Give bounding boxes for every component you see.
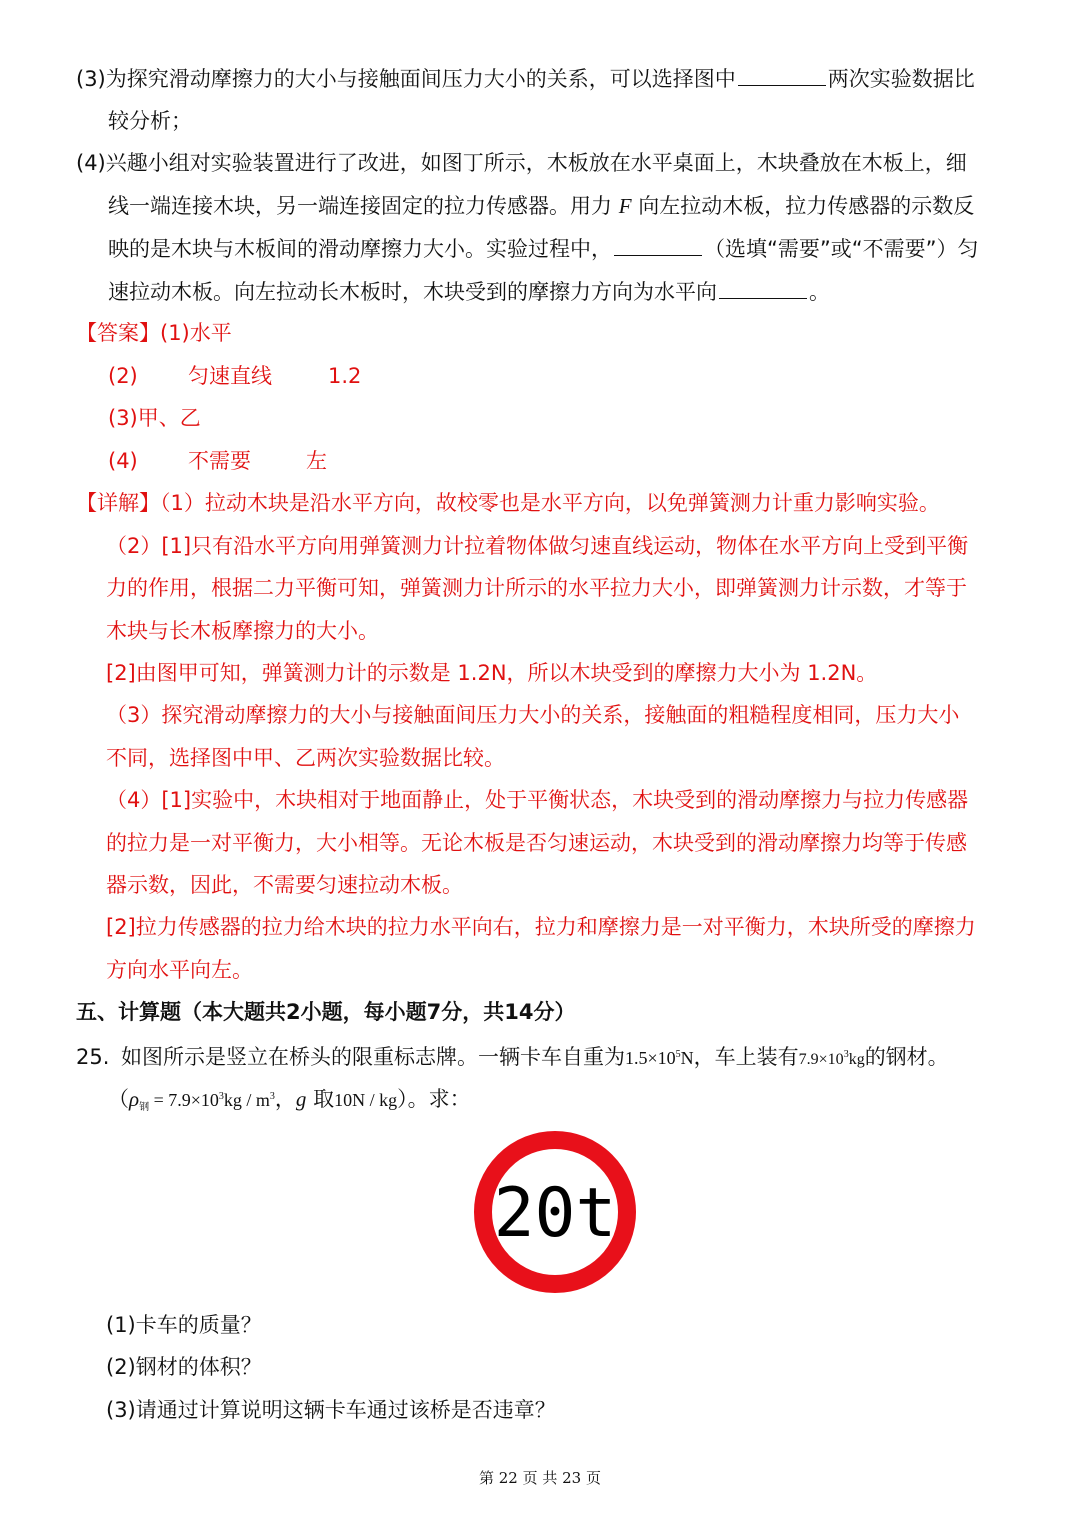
q4-blank-2 (719, 276, 807, 299)
q4-line2-a: 线一端连接木块，另一端连接固定的拉力传感器。用力 (108, 194, 612, 218)
q25-text-c: 的钢材。 (864, 1045, 949, 1069)
density-value: = 7.9×10 (149, 1090, 219, 1110)
q4-line3-a: 映的是木块与木板间的滑动摩擦力大小。实验过程中， (108, 237, 612, 261)
detail-p2-l1: （2）[1]只有沿水平方向用弹簧测力计拉着物体做匀速直线运动，物体在水平方向上受到平衡 (106, 534, 969, 558)
density-unit-exponent: 3 (269, 1091, 275, 1102)
rho-subscript: 钢 (139, 1102, 150, 1113)
detail-p4-l5: 方向水平向左。 (106, 958, 253, 982)
q25-text-a: 如图所示是竖立在桥头的限重标志牌。一辆卡车自重为 (121, 1045, 625, 1069)
detail-p3-l2: 不同，选择图中甲、乙两次实验数据比较。 (106, 746, 505, 770)
detail-p1: （1）拉动木块是沿水平方向，故校零也是水平方向，以免弹簧测力计重力影响实验。 (160, 491, 940, 515)
steel-mass-unit: kg (848, 1051, 865, 1068)
detail-p4-l4: [2]拉力传感器的拉力给木块的拉力水平向右，拉力和摩擦力是一对平衡力，木块所受的摩擦力 (106, 915, 976, 939)
detail-p4-l3: 器示数，因此，不需要匀速拉动木板。 (106, 873, 463, 897)
answer-3: (3)甲、乙 (108, 406, 201, 430)
truck-weight-mantissa: 1.5×10 (625, 1048, 676, 1068)
q3-text-a: (3)为探究滑动摩擦力的大小与接触面间压力大小的关系，可以选择图中 (76, 67, 736, 91)
q25-number: 25. (76, 1045, 110, 1069)
q25-text-b: ，车上装有 (693, 1045, 799, 1069)
g-value: 10N / kg (334, 1090, 398, 1110)
answer-line1 (76, 318, 232, 348)
detail-p2-l2: 力的作用，根据二力平衡可知，弹簧测力计所示的水平拉力大小，即弹簧测力计示数，才等于 (106, 576, 967, 600)
answer-label: 【答案】 (76, 321, 160, 345)
q4-line4-b: 。 (809, 280, 830, 304)
answer-2-num: (2) (108, 364, 138, 388)
q4-line2 (108, 191, 974, 221)
answer-2-value-2: 1.2 (328, 364, 362, 388)
answer-2-value-1: 匀速直线 (188, 364, 272, 388)
section-heading: 五、计算题（本大题共2小题，每小题7分，共14分） (76, 1000, 576, 1024)
g-text: 取 (306, 1087, 335, 1111)
g-symbol: g (295, 1087, 307, 1111)
sign-text: 20t (493, 1174, 617, 1253)
detail-p3-l1: （3）探究滑动摩擦力的大小与接触面间压力大小的关系，接触面的粗糙程度相同，压力大小 (106, 703, 960, 727)
condition-close: ）。求： (397, 1087, 471, 1111)
rho-symbol: ρ (129, 1087, 140, 1111)
force-variable: F (618, 194, 632, 218)
q4-line4-a: 速拉动木板。向左拉动长木板时，木块受到的摩擦力方向为水平向 (108, 280, 717, 304)
detail-label: 【详解】 (76, 491, 160, 515)
steel-mass-mantissa: 7.9×10 (798, 1051, 844, 1068)
answer-line2 (108, 361, 361, 391)
q25-sub-2: (2)钢材的体积？ (106, 1355, 262, 1379)
q4-line3-b: （选填“需要”或“不需要”）匀 (704, 237, 979, 261)
truck-weight-unit: N (680, 1048, 694, 1068)
steel-mass-exponent: 3 (843, 1049, 849, 1060)
detail-line1 (76, 488, 940, 518)
q25-condition (108, 1082, 471, 1123)
answer-4-num: (4) (108, 449, 138, 473)
q3-blank (738, 63, 826, 86)
q4-line2-b: 向左拉动木板，拉力传感器的示数反 (638, 194, 975, 218)
q25-line1 (76, 1040, 949, 1075)
q4-line4 (108, 276, 830, 307)
truck-weight-exponent: 5 (675, 1049, 681, 1060)
q25-sub-3: (3)请通过计算说明这辆卡车通过该桥是否违章？ (106, 1398, 556, 1422)
answer-4-value-2: 左 (306, 449, 327, 473)
q3-line2: 较分析； (108, 109, 192, 133)
q25-sub-1: (1)卡车的质量？ (106, 1313, 262, 1337)
answer-4-value-1: 不需要 (188, 449, 251, 473)
weight-limit-sign (473, 1130, 637, 1294)
q3-line1 (76, 63, 975, 94)
q4-line1: (4)兴趣小组对实验装置进行了改进，如图丁所示，木板放在水平桌面上，木块叠放在木板上，细 (76, 151, 967, 175)
detail-p2-l3: 木块与长木板摩擦力的大小。 (106, 619, 379, 643)
answer-line4 (108, 446, 327, 476)
q3-text-b: 两次实验数据比 (827, 67, 975, 91)
q4-line3 (108, 233, 979, 264)
answer-1: (1)水平 (160, 321, 232, 345)
detail-p4-l1: （4）[1]实验中，木块相对于地面静止，处于平衡状态，木块受到的滑动摩擦力与拉力传感器 (106, 788, 969, 812)
detail-p4-l2: 的拉力是一对平衡力，大小相等。无论木板是否匀速运动，木块受到的滑动摩擦力均等于传感 (106, 831, 967, 855)
page-footer: 第 22 页 共 23 页 (478, 1469, 601, 1487)
detail-p2-l4: [2]由图甲可知，弹簧测力计的示数是 1.2N，所以木块受到的摩擦力大小为 1.2N。 (106, 661, 878, 685)
q4-blank-1 (614, 233, 702, 256)
condition-open: （ (108, 1087, 129, 1111)
condition-sep: ， (274, 1087, 296, 1111)
density-unit: kg / m (223, 1090, 270, 1110)
density-exponent: 3 (218, 1091, 224, 1102)
